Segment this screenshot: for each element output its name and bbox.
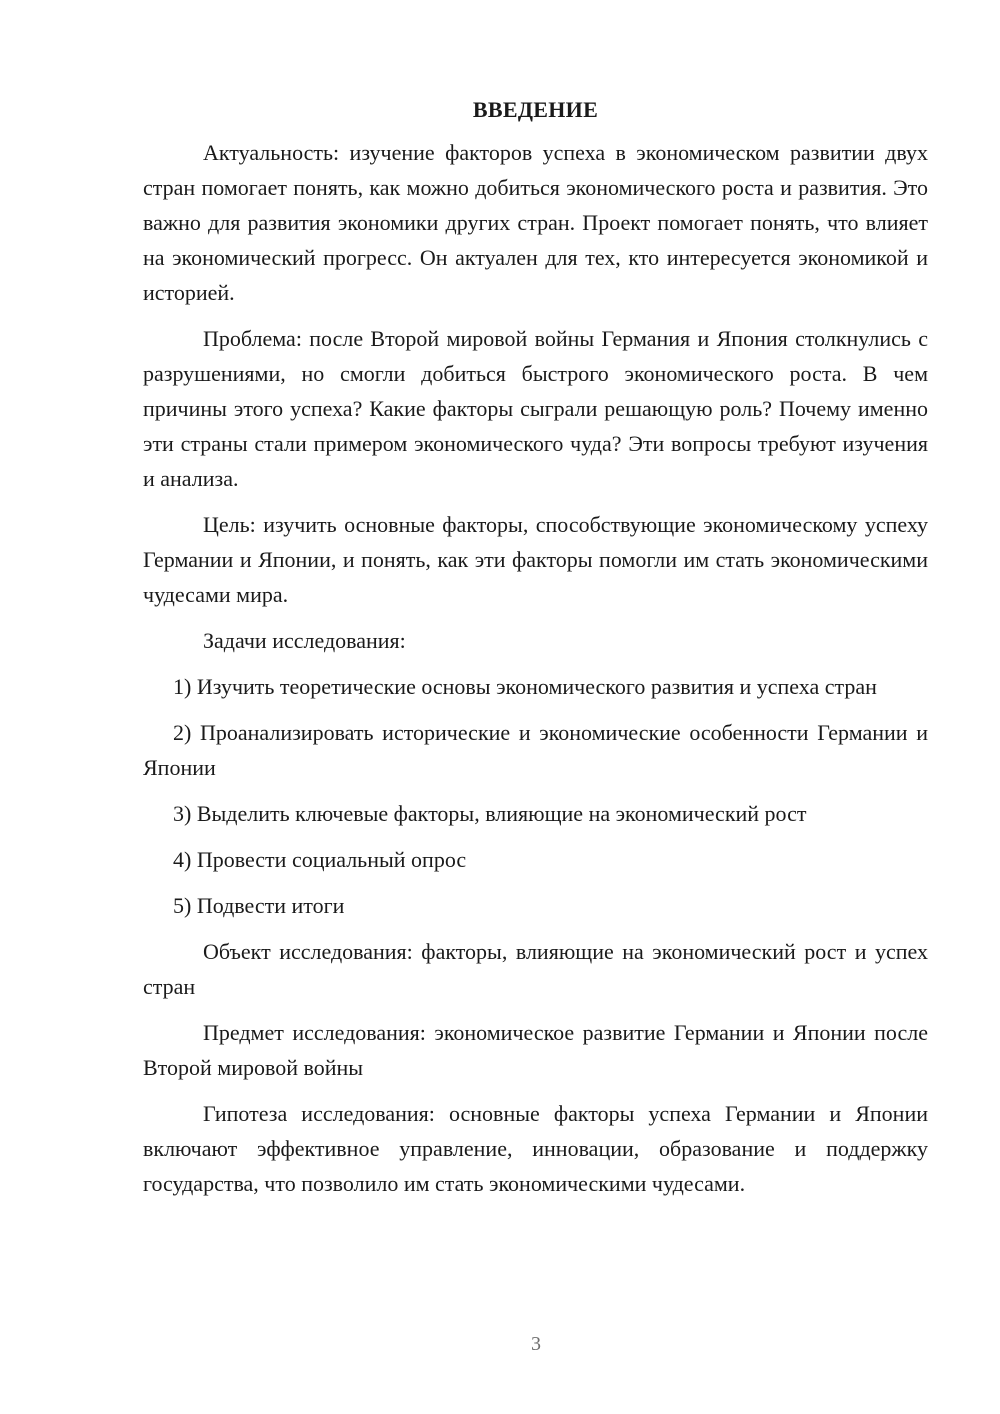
page-number: 3	[531, 1333, 541, 1355]
paragraph-relevance: Актуальность: изучение факторов успеха в экономическом развитии двух стран помогает понять, как можно добиться экономического роста и развития. Это важно для развития экономики других стран. Проект помогает понять, что влияет на экономический прогресс. Он актуален для тех, кто интересуется экономикой и историей.	[143, 140, 928, 305]
section-title: ВВЕДЕНИЕ	[472, 97, 599, 122]
task-item-3: 3) Выделить ключевые факторы, влияющие на экономический рост	[173, 801, 807, 826]
paragraph-object: Объект исследования: факторы, влияющие на экономический рост и успех стран	[143, 939, 928, 999]
task-item-1: 1) Изучить теоретические основы экономического развития и успеха стран	[173, 674, 877, 699]
task-item-4: 4) Провести социальный опрос	[173, 847, 467, 872]
paragraph-problem: Проблема: после Второй мировой войны Германия и Япония столкнулись с разрушениями, но смогли добиться быстрого экономического роста. В чем причины этого успеха? Какие факторы сыграли решающую роль? Почему именно эти страны стали примером экономического чуда? Эти вопросы требуют изучения и анализа.	[143, 326, 928, 491]
paragraph-goal: Цель: изучить основные факторы, способствующие экономическому успеху Германии и Японии, и понять, как эти факторы помогли им стать экономическими чудесами мира.	[143, 512, 928, 607]
paragraph-subject: Предмет исследования: экономическое развитие Германии и Японии после Второй мировой войны	[143, 1020, 928, 1080]
task-item-5: 5) Подвести итоги	[173, 893, 345, 918]
tasks-heading: Задачи исследования:	[203, 628, 406, 653]
task-item-2: 2) Проанализировать исторические и экономические особенности Германии и Японии	[143, 720, 928, 780]
paragraph-hypothesis: Гипотеза исследования: основные факторы успеха Германии и Японии включают эффективное управление, инновации, образование и поддержку государства, что позволило им стать экономическими чудесами.	[143, 1101, 928, 1196]
document-page	[143, 92, 928, 1212]
